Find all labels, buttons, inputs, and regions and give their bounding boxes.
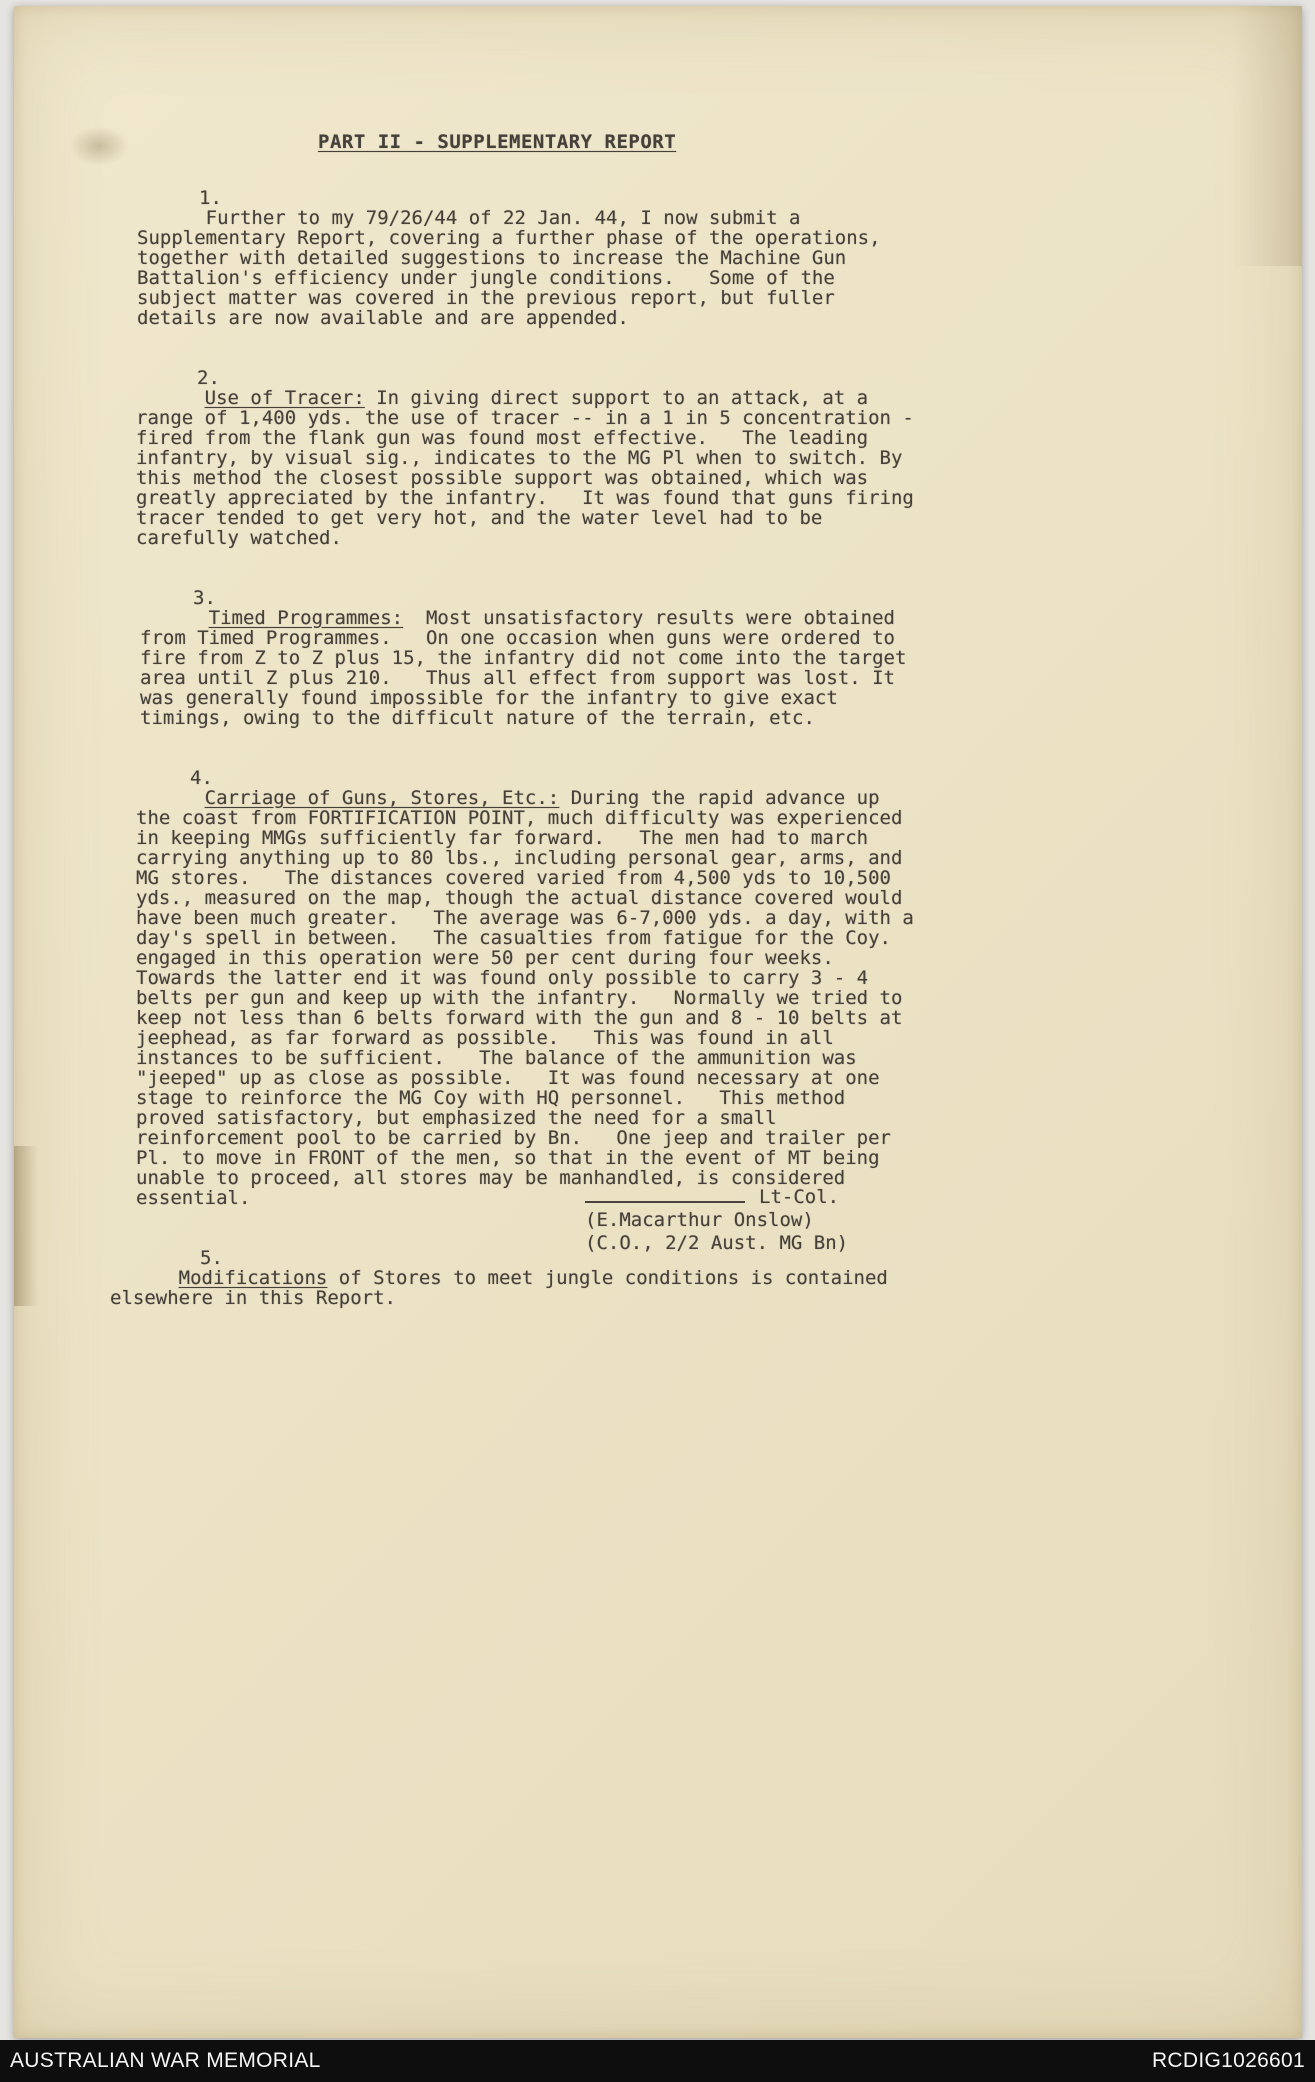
archive-reference-id: RCDIG1026601 bbox=[1151, 2049, 1305, 2072]
paragraph-number: 1. bbox=[199, 187, 222, 209]
report-paragraph bbox=[137, 188, 919, 348]
paragraph-heading: Modifications bbox=[178, 1267, 328, 1289]
paragraph-number: 4. bbox=[190, 767, 213, 789]
report-title: PART II - SUPPLEMENTARY REPORT bbox=[318, 131, 677, 153]
report-paragraph bbox=[110, 1247, 900, 1328]
paragraph-heading: Timed Programmes: bbox=[208, 607, 404, 629]
report-paragraph bbox=[140, 588, 922, 748]
signature-rank: Lt-Col. bbox=[759, 1186, 840, 1208]
paragraph-text: of Stores to meet jungle conditions is contained elsewhere in this Report. bbox=[110, 1267, 900, 1309]
signature-line bbox=[585, 1187, 745, 1203]
paragraph-text: During the rapid advance up the coast from FORTIFICATION POINT, much difficulty was experienced in keeping MMGs sufficiently far forward. The men had to march carrying anything up to 80 lbs., including personal gear, arms, and MG stores. The distances covered varied from 4,500 yds to 10,500 yds., measured on the map, though the actual distance covered would have been much greater. The average was 6-7,000 yds. a day, with a day's spell in between. The casualties from fatigue for the Coy. engaged in this operation were 50 per cent during four weeks. Towards the latter end it was found only possible to carry 3 - 4 belts per gun and keep up with the infantry. Normally we tried to keep not less than 6 belts forward with the gun and 8 - 10 belts at jeephead, as far forward as possible. This was found in all instances to be sufficient. The balance of the ammunition was "jeeped" up as close as possible. It was found necessary at one stage to reinforce the MG Coy with HQ personnel. This method proved satisfactory, but emphasized the need for a small reinforcement pool to be carried by Bn. One jeep and trailer per Pl. to move in FRONT of the men, so that in the event of MT being unable to proceed, all stores may be manhandled, is considered essential. bbox=[136, 787, 926, 1209]
paragraph-heading: Carriage of Guns, Stores, Etc.: bbox=[204, 787, 560, 809]
document-page bbox=[14, 6, 1302, 2038]
paragraph-text: In giving direct support to an attack, at a range of 1,400 yds. the use of tracer -- in a 1 in 5 concentration - fired from the flank gun was found most effective. The leading infantry, by visual sig., indicates to the MG Pl when to switch. By this method the closest possible support was obtained, which was greatly appreciated by the infantry. It was found that guns firing tracer tended to get very hot, and the water level had to be carefully watched. bbox=[136, 387, 926, 549]
report-paragraph bbox=[136, 367, 926, 568]
archive-source-label: AUSTRALIAN WAR MEMORIAL bbox=[10, 2049, 321, 2072]
signature-name: (E.Macarthur Onslow) bbox=[585, 1209, 814, 1231]
report-body bbox=[14, 6, 1302, 1348]
paragraph-text: Most unsatisfactory results were obtained from Timed Programmes. On one occasion when guns were ordered to fire from Z to Z plus 15, the infantry did not come into the target area until Z plus 210. Thus all effect from support was lost. It was generally found impossible for the infantry to give exact timings, owing to the difficult nature of the terrain, etc. bbox=[140, 607, 918, 729]
signature-unit: (C.O., 2/2 Aust. MG Bn) bbox=[585, 1232, 849, 1254]
paragraph-number: 2. bbox=[197, 367, 220, 389]
signature-block bbox=[585, 1186, 915, 1255]
signature-row bbox=[585, 1186, 915, 1209]
paragraph-number: 3. bbox=[193, 587, 216, 609]
paragraph-number: 5. bbox=[200, 1247, 223, 1269]
paragraph-text: Further to my 79/26/44 of 22 Jan. 44, I now submit a Supplementary Report, covering a further phase of the operations, together with detailed suggestions to increase the Machine Gun Battalion's efficiency under jungle conditions. Some of the subject matter was covered in the previous report, but fuller details are now available and are appended. bbox=[137, 207, 892, 329]
report-paragraph bbox=[136, 767, 926, 1228]
archive-footer-bar bbox=[0, 2040, 1315, 2082]
paragraph-heading: Use of Tracer: bbox=[204, 387, 365, 409]
